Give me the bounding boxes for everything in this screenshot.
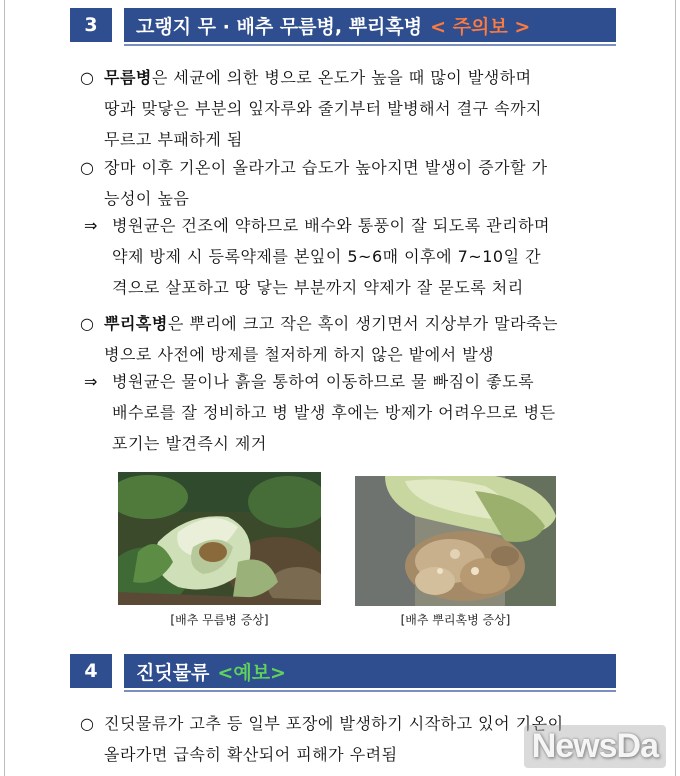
- section-3-title-bar: [124, 8, 616, 42]
- section-3-title: 고랭지 무 · 배추 무름병, 뿌리혹병: [136, 15, 423, 38]
- section-4-header: [70, 654, 616, 690]
- item-clubroot-control-line-2: 배수로를 잘 정비하고 병 발생 후에는 방제가 어려우므로 병든: [112, 403, 556, 422]
- item-clubroot-line-1: [104, 308, 604, 339]
- section-4-forecast-tag: <예보>: [217, 661, 286, 684]
- newsda-watermark-logo: NewsDa: [524, 725, 666, 768]
- section-4-title: 진딧물류: [136, 661, 210, 684]
- item-soft-rot-line-2: 땅과 맞닿은 부분의 잎자루와 줄기부터 발병해서 결구 속까지: [104, 99, 543, 118]
- bullet-circle-icon: ○: [80, 68, 94, 87]
- item-monsoon-line-2: 능성이 높음: [104, 189, 190, 208]
- item-soft-rot-control-line-2: 약제 방제 시 등록약제를 본잎이 5~6매 이후에 7~10일 간: [112, 247, 542, 266]
- page-frame-right: [675, 0, 676, 776]
- photo-cabbage-soft-rot: [118, 472, 321, 605]
- item-soft-rot-control-line-1: 병원균은 건조에 약하므로 배수와 통풍이 잘 되도록 관리하며: [112, 216, 551, 235]
- keyword-soft-rot: 무름병: [104, 68, 152, 87]
- item-soft-rot-text: [104, 62, 604, 155]
- photo-caption-clubroot: [배추 뿌리혹병 증상]: [400, 613, 511, 627]
- photo-cabbage-clubroot-image: [355, 476, 556, 606]
- section-3-header: [70, 8, 616, 44]
- photo-cabbage-clubroot: [355, 476, 556, 606]
- item-clubroot-line-2: 병으로 사전에 방제를 철저하게 하지 않은 밭에서 발생: [104, 345, 495, 364]
- item-soft-rot-control-text: [112, 210, 606, 303]
- section-3-alert-tag: < 주의보 >: [430, 15, 531, 38]
- bullet-circle-icon: ○: [80, 158, 94, 177]
- bullet-circle-icon: ○: [80, 714, 94, 733]
- arrow-implies-icon: ⇒: [84, 216, 98, 235]
- section-3-number: 3: [70, 8, 112, 42]
- item-clubroot-control-line-1: 병원균은 물이나 흙을 통하여 이동하므로 물 빠짐이 좋도록: [112, 372, 535, 391]
- item-clubroot-line-1-rest: 은 뿌리에 크고 작은 혹이 생기면서 지상부가 말라죽는: [167, 314, 558, 333]
- arrow-implies-icon: ⇒: [84, 372, 98, 391]
- section-4-number: 4: [70, 654, 112, 688]
- item-soft-rot-control-line-3: 격으로 살포하고 땅 닿는 부분까지 약제가 잘 묻도록 처리: [112, 278, 524, 297]
- section-3-underline: [124, 44, 616, 46]
- item-aphids-line-2: 올라가면 급속히 확산되어 피해가 우려됨: [104, 745, 398, 764]
- photo-caption-soft-rot: [배추 무름병 증상]: [170, 613, 269, 627]
- page-frame-left: [4, 0, 5, 776]
- item-soft-rot-line-3: 무르고 부패하게 됨: [104, 130, 243, 149]
- item-soft-rot-line-1: [104, 62, 604, 93]
- section-4-underline: [124, 690, 616, 692]
- item-clubroot-control-text: [112, 366, 606, 459]
- photo-cabbage-soft-rot-image: [118, 472, 321, 605]
- item-monsoon-line-1: 장마 이후 기온이 올라가고 습도가 높아지면 발생이 증가할 가: [104, 158, 548, 177]
- item-soft-rot-line-1-rest: 은 세균에 의한 병으로 온도가 높을 때 많이 발생하며: [151, 68, 532, 87]
- item-monsoon-text: [104, 152, 604, 214]
- item-aphids-line-1: 진딧물류가 고추 등 일부 포장에 발생하기 시작하고 있어 기온이: [104, 714, 564, 733]
- item-clubroot-control-line-3: 포기는 발견즉시 제거: [112, 434, 267, 453]
- keyword-clubroot: 뿌리혹병: [104, 314, 168, 333]
- section-4-title-bar: [124, 654, 616, 688]
- item-clubroot-text: [104, 308, 604, 370]
- bullet-circle-icon: ○: [80, 314, 94, 333]
